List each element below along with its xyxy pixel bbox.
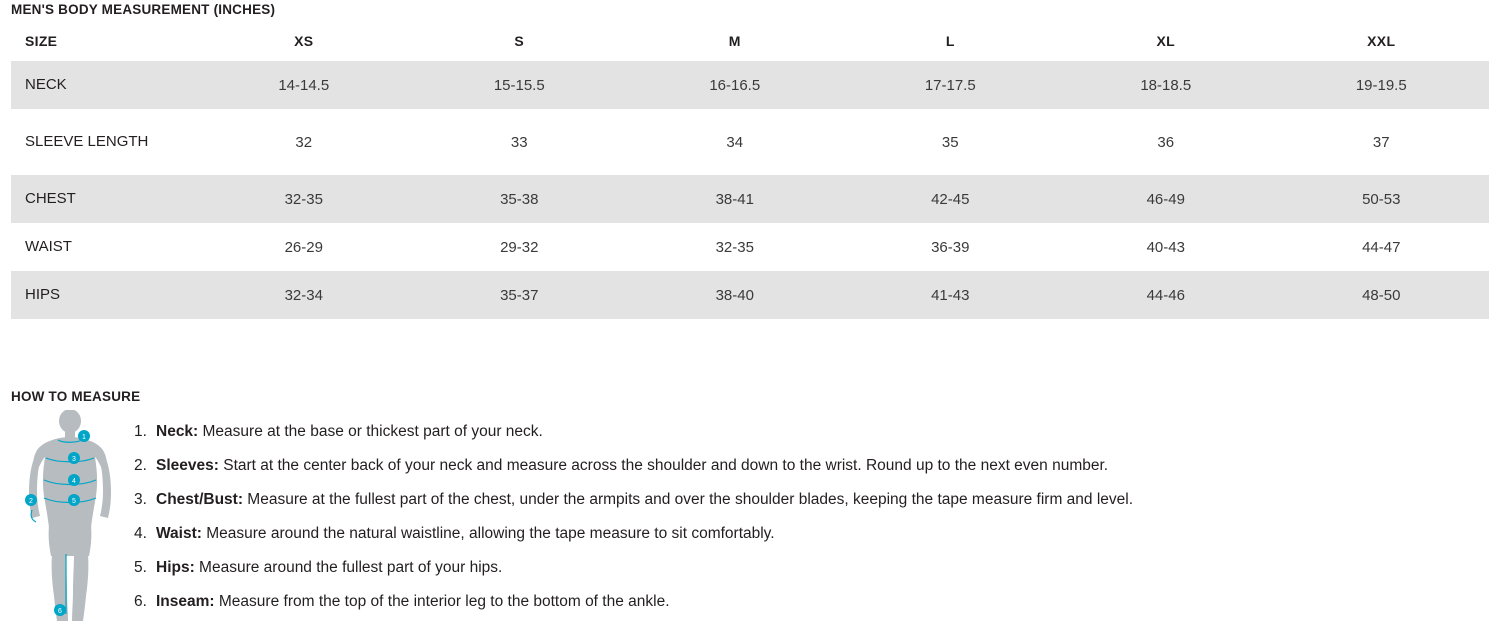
male-body-silhouette-icon	[18, 410, 128, 625]
row-label-hips: HIPS	[11, 271, 196, 319]
step-text: Start at the center back of your neck and measure across the shoulder and down to the wrist. Round up to the next even number.	[218, 457, 1109, 474]
column-header-xl: XL	[1156, 33, 1175, 49]
cell-neck-xxl: 19-19.5	[1274, 61, 1490, 109]
cell-sleeve-xl: 36	[1058, 109, 1274, 175]
column-header-xxl: XXL	[1367, 33, 1396, 49]
svg-text:2: 2	[29, 498, 33, 505]
size-measurement-table	[11, 28, 1489, 319]
cell-waist-xs: 26-29	[196, 223, 412, 271]
column-header-s: S	[514, 33, 525, 49]
cell-neck-s: 15-15.5	[412, 61, 628, 109]
list-item	[134, 551, 1474, 585]
table-header-row	[11, 28, 1489, 61]
cell-chest-xxl: 50-53	[1274, 175, 1490, 223]
row-label-sleeve-length: SLEEVE LENGTH	[11, 109, 196, 175]
svg-text:4: 4	[72, 478, 76, 485]
cell-sleeve-s: 33	[412, 109, 628, 175]
cell-hips-s: 35-37	[412, 271, 628, 319]
cell-waist-l: 36-39	[843, 223, 1059, 271]
cell-waist-m: 32-35	[627, 223, 843, 271]
step-number: 2.	[134, 457, 147, 474]
step-number: 1.	[134, 423, 147, 440]
step-term: Chest/Bust:	[156, 491, 243, 508]
step-text: Measure from the top of the interior leg to the bottom of the ankle.	[214, 593, 670, 610]
list-item	[134, 483, 1474, 517]
step-text: Measure at the base or thickest part of your neck.	[198, 423, 543, 440]
column-header-l: L	[945, 33, 955, 49]
cell-waist-s: 29-32	[412, 223, 628, 271]
cell-chest-xs: 32-35	[196, 175, 412, 223]
step-text: Measure around the natural waistline, allowing the tape measure to sit comfortably.	[201, 525, 775, 542]
cell-neck-m: 16-16.5	[627, 61, 843, 109]
svg-text:1: 1	[82, 434, 86, 441]
cell-hips-xxl: 48-50	[1274, 271, 1490, 319]
cell-sleeve-l: 35	[843, 109, 1059, 175]
cell-chest-xl: 46-49	[1058, 175, 1274, 223]
cell-chest-m: 38-41	[627, 175, 843, 223]
cell-neck-xs: 14-14.5	[196, 61, 412, 109]
cell-chest-s: 35-38	[412, 175, 628, 223]
cell-sleeve-xxl: 37	[1274, 109, 1490, 175]
column-header-m: M	[728, 33, 741, 49]
list-item	[134, 449, 1474, 483]
svg-text:3: 3	[72, 456, 76, 463]
svg-text:6: 6	[58, 608, 62, 615]
list-item	[134, 415, 1474, 449]
row-label-chest: CHEST	[11, 175, 196, 223]
row-label-neck: NECK	[11, 61, 196, 109]
step-term: Waist:	[156, 525, 202, 542]
cell-neck-l: 17-17.5	[843, 61, 1059, 109]
step-number: 5.	[134, 559, 147, 576]
step-text: Measure at the fullest part of the chest, under the armpits and over the shoulder blades, keeping the tape measure firm and level.	[242, 491, 1134, 508]
cell-sleeve-m: 34	[627, 109, 843, 175]
step-term: Neck:	[156, 423, 199, 440]
svg-text:5: 5	[72, 498, 76, 505]
step-number: 3.	[134, 491, 147, 508]
cell-hips-m: 38-40	[627, 271, 843, 319]
step-term: Inseam:	[156, 593, 215, 610]
column-header-xs: XS	[294, 33, 314, 49]
row-label-waist: WAIST	[11, 223, 196, 271]
step-text: Measure around the fullest part of your hips.	[194, 559, 503, 576]
cell-sleeve-xs: 32	[196, 109, 412, 175]
table-row	[11, 223, 1489, 271]
list-item	[134, 585, 1474, 619]
step-number: 6.	[134, 593, 147, 610]
cell-neck-xl: 18-18.5	[1058, 61, 1274, 109]
table-row	[11, 175, 1489, 223]
step-number: 4.	[134, 525, 147, 542]
cell-hips-xs: 32-34	[196, 271, 412, 319]
cell-hips-xl: 44-46	[1058, 271, 1274, 319]
step-term: Sleeves:	[156, 457, 219, 474]
body-figure	[18, 410, 128, 625]
step-term: Hips:	[156, 559, 195, 576]
how-to-measure-heading: HOW TO MEASURE	[11, 389, 141, 404]
page-title: MEN'S BODY MEASUREMENT (INCHES)	[11, 2, 276, 17]
cell-waist-xl: 40-43	[1058, 223, 1274, 271]
cell-waist-xxl: 44-47	[1274, 223, 1490, 271]
table-row	[11, 61, 1489, 109]
column-header-size: SIZE	[25, 33, 58, 49]
table-row	[11, 271, 1489, 319]
cell-hips-l: 41-43	[843, 271, 1059, 319]
measure-steps-list	[134, 415, 1474, 619]
cell-chest-l: 42-45	[843, 175, 1059, 223]
list-item	[134, 517, 1474, 551]
table-row	[11, 109, 1489, 175]
